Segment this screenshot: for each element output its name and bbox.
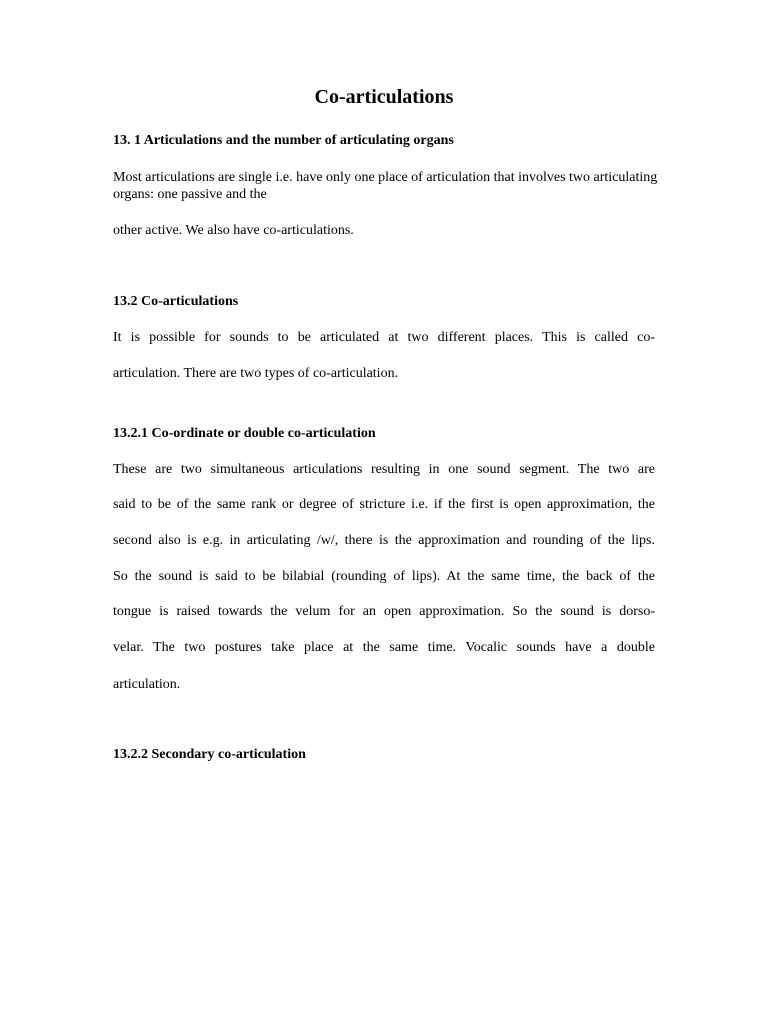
paragraph-line: second also is e.g. in articulating /w/, there is the approximation and rounding of the lips.	[113, 533, 655, 548]
paragraph-line: velar. The two postures take place at the same time. Vocalic sounds have a double	[113, 640, 655, 655]
section-heading-13-2-1: 13.2.1 Co-ordinate or double co-articulation	[113, 426, 376, 441]
paragraph-line: said to be of the same rank or degree of stricture i.e. if the first is open approximation, the	[113, 497, 655, 512]
section-heading-13-2-2: 13.2.2 Secondary co-articulation	[113, 747, 306, 762]
section-heading-13-1: 13. 1 Articulations and the number of articulating organs	[113, 133, 454, 148]
paragraph-line: organs: one passive and the	[113, 187, 267, 202]
paragraph-line: articulation. There are two types of co-articulation.	[113, 366, 399, 381]
paragraph-line: So the sound is said to be bilabial (rounding of lips). At the same time, the back of the	[113, 569, 655, 584]
paragraph-line: It is possible for sounds to be articulated at two different places. This is called co-	[113, 330, 655, 345]
paragraph-line: other active. We also have co-articulations.	[113, 223, 354, 238]
paragraph-line: articulation.	[113, 677, 181, 692]
paragraph-line: These are two simultaneous articulations resulting in one sound segment. The two are	[113, 462, 655, 477]
paragraph-line: Most articulations are single i.e. have only one place of articulation that involves two articulating	[113, 170, 658, 185]
paragraph-line: tongue is raised towards the velum for an open approximation. So the sound is dorso-	[113, 604, 655, 619]
section-heading-13-2: 13.2 Co-articulations	[113, 294, 239, 309]
document-title: Co-articulations	[314, 86, 454, 108]
